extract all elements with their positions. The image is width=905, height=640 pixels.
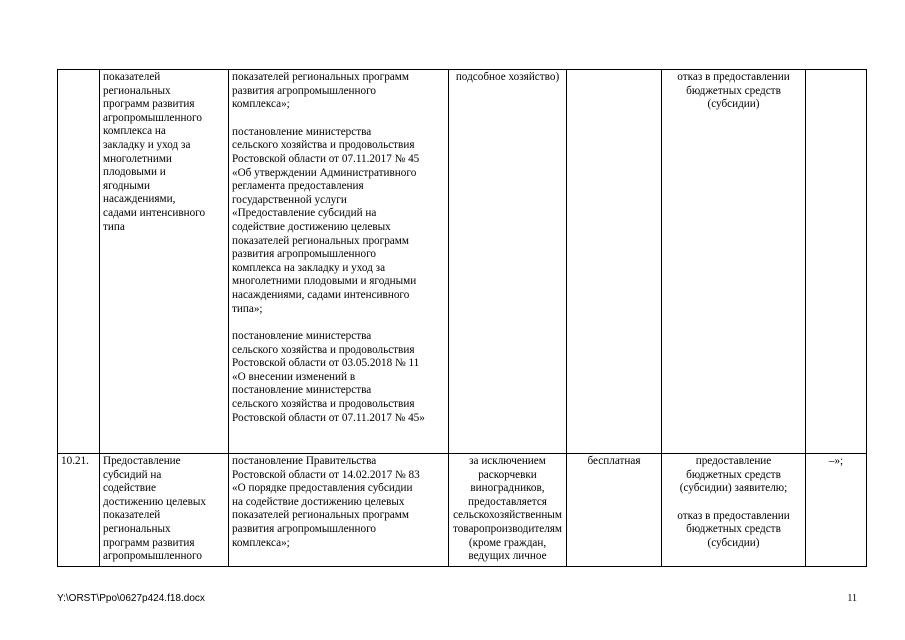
text-line: развития агропромышленного (232, 84, 377, 97)
text-line: регламента предоставления (232, 180, 364, 193)
table-row (58, 70, 867, 454)
legal-act-paragraph (232, 126, 445, 316)
text-line: на содействие достижению целевых (232, 495, 405, 508)
text-line: предоставление (695, 455, 772, 467)
text-line: развития агропромышленного (232, 248, 377, 261)
result-text (665, 510, 802, 551)
text-line: многолетними плодовыми и ягодными (232, 275, 417, 288)
recipients-text (452, 71, 563, 85)
service-name-cell (100, 70, 229, 454)
text-line: Ростовской области от 07.11.2017 № 45 (232, 152, 420, 165)
legal-act-paragraph (232, 330, 445, 425)
text-line: Ростовской области от 03.05.2018 № 11 (232, 357, 420, 370)
text-line: многолетними (103, 152, 172, 165)
text-line: садами интенсивного (103, 206, 206, 219)
text-line: «О порядке предоставления субсидии (232, 482, 413, 495)
result-cell (662, 454, 806, 567)
text-line: Ростовской области от 14.02.2017 № 83 (232, 468, 420, 481)
text-line: достижению целевых (103, 495, 206, 508)
text-line: субсидий на (103, 468, 162, 481)
text-line: отказ в предоставлении (677, 71, 790, 83)
text-line: показателей (103, 71, 161, 83)
text-line: за исключением (469, 455, 546, 467)
legal-act-paragraph (232, 71, 445, 112)
service-name-cell (100, 454, 229, 567)
text-line: бюджетных средств (686, 523, 781, 536)
legal-acts-cell (229, 454, 449, 567)
text-line: содействие (103, 482, 156, 495)
text-line: товаропроизводителям (452, 522, 563, 535)
service-name-text (103, 455, 225, 564)
result-text (665, 71, 802, 112)
recipients-cell (449, 454, 567, 567)
text-line: комплекса на (103, 125, 166, 138)
text-line: содействие достижению целевых (232, 220, 391, 233)
text-line: постановление Правительства (232, 455, 377, 467)
text-line: бюджетных средств (686, 84, 781, 97)
text-line: насаждениями, садами интенсивного (232, 288, 410, 301)
text-line: государственной услуги (232, 193, 347, 206)
text-line: постановление министерства (232, 125, 372, 138)
text-line: показателей региональных программ (232, 71, 409, 83)
text-line: Предоставление (103, 455, 181, 467)
text-line: сельского хозяйства и продовольствия (232, 139, 415, 152)
text-line: постановление министерства (232, 384, 372, 397)
note-cell (806, 70, 867, 454)
text-line: комплекса»; (232, 536, 290, 549)
text-line: типа (103, 220, 125, 233)
text-line: отказ в предоставлении (677, 509, 790, 522)
text-line: (субсидии) заявителю; (679, 482, 788, 495)
table-row (58, 454, 867, 567)
text-line: предоставляется (468, 495, 547, 508)
text-line: закладку и уход за (103, 138, 191, 151)
text-line: комплекса на закладку и уход за (232, 261, 386, 274)
text-line: подсобное хозяйство) (455, 71, 560, 83)
text-line: агропромышленного (103, 550, 202, 563)
text-line: показателей региональных программ (232, 234, 409, 247)
text-line: комплекса»; (232, 98, 290, 111)
note-cell: –»; (806, 454, 867, 567)
page-number: 11 (847, 593, 857, 604)
recipients-text (452, 455, 563, 564)
text-line: агропромышленного (103, 111, 202, 124)
text-line: ведущих личное (468, 550, 547, 563)
text-line: сельскохозяйственным (453, 509, 562, 522)
text-line: (субсидии) (707, 536, 760, 549)
text-line: развития агропромышленного (232, 522, 377, 535)
fee-cell: бесплатная (567, 454, 662, 567)
text-line: раскорчевки (478, 468, 537, 481)
text-line: Ростовской области от 07.11.2017 № 45» (232, 411, 425, 424)
text-line: программ развития (103, 536, 195, 549)
text-line: «Предоставление субсидий на (232, 207, 377, 220)
text-line: «Об утверждении Административного (232, 166, 417, 179)
text-line: ягодными (103, 179, 150, 192)
text-line: насаждениями, (103, 193, 176, 206)
text-line: (субсидии) (707, 98, 760, 111)
row-number-cell (58, 70, 100, 454)
text-line: бюджетных средств (686, 468, 781, 481)
registry-table (57, 69, 867, 567)
fee-cell (567, 70, 662, 454)
text-line: региональных (103, 84, 171, 97)
text-line: виноградников, (470, 482, 545, 495)
recipients-cell (449, 70, 567, 454)
service-name-text (103, 71, 225, 234)
legal-acts-cell (229, 70, 449, 454)
text-line: плодовыми и (103, 166, 166, 179)
text-line: показателей региональных программ (232, 509, 409, 522)
text-line: показателей (103, 509, 161, 522)
text-line: сельского хозяйства и продовольствия (232, 343, 415, 356)
result-text (665, 455, 802, 496)
result-cell (662, 70, 806, 454)
footer-file-path: Y:\ORST\Ppo\0627p424.f18.docx (57, 593, 205, 604)
text-line: (кроме граждан, (468, 536, 547, 549)
row-number-cell: 10.21. (58, 454, 100, 567)
text-line: региональных (103, 522, 171, 535)
text-line: сельского хозяйства и продовольствия (232, 398, 415, 411)
text-line: постановление министерства (232, 330, 372, 343)
text-line: типа»; (232, 302, 263, 315)
text-line: «О внесении изменений в (232, 370, 356, 383)
text-line: программ развития (103, 98, 195, 111)
legal-act-paragraph (232, 455, 445, 550)
